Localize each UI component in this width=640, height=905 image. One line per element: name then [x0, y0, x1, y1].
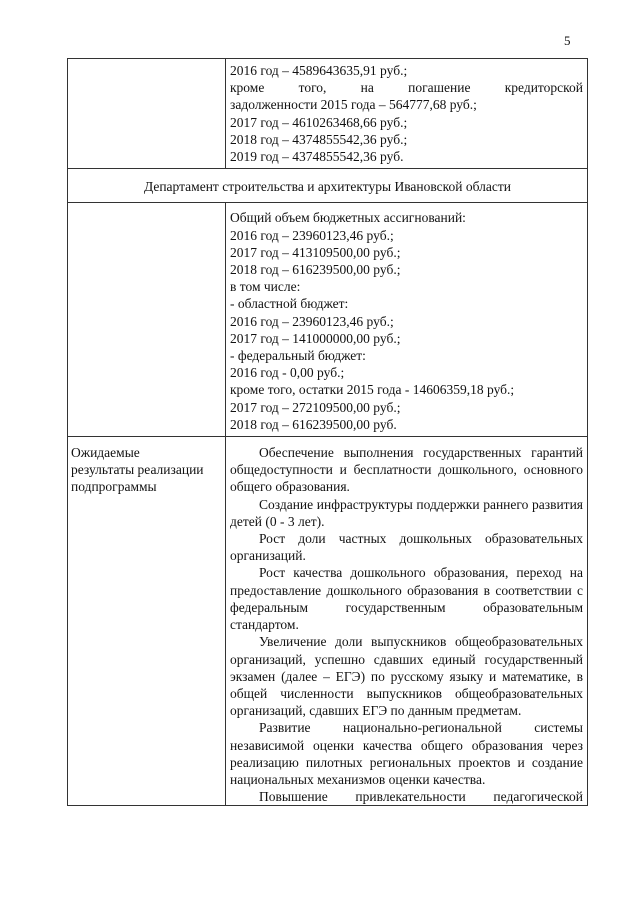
- result-paragraph: Развитие национально-региональной системы независимой оценки качества общего образования через реализацию пилотных региональных проектов и создание национальных механизмов оценки качества.: [230, 720, 583, 787]
- table-row-section-header: [68, 169, 588, 203]
- section-header: Департамент строительства и архитектуры Ивановской области: [68, 169, 588, 203]
- result-paragraph: Увеличение доли выпускников общеобразовательных организаций, успешно сдавших единый государственный экзамен (далее – ЕГЭ) по русскому языку и математике, в общей численности выпускников общеобразовательных организаций, сдавших ЕГЭ по данным предметам.: [230, 634, 583, 719]
- result-paragraph: Создание инфраструктуры поддержки раннего развития детей (0 - 3 лет).: [230, 496, 583, 529]
- result-paragraph: Обеспечение выполнения государственных гарантий общедоступности и бесплатности дошкольного, основного общего образования.: [230, 445, 583, 495]
- text-line: 2017 год – 141000000,00 руб.;: [230, 330, 401, 346]
- text-line: - областной бюджет:: [230, 296, 349, 312]
- text-line: 2018 год – 4374855542,36 руб.;: [230, 131, 408, 147]
- budget-cell: [226, 203, 588, 437]
- label-line: результаты реализации: [71, 462, 204, 478]
- continuation-cell: [226, 59, 588, 169]
- text-line: задолженности 2015 года – 564777,68 руб.;: [230, 97, 477, 113]
- text-line: 2016 год - 0,00 руб.;: [230, 365, 345, 381]
- text-line: 2018 год – 616239500,00 руб.: [230, 416, 397, 432]
- text-line: 2017 год – 413109500,00 руб.;: [230, 244, 401, 260]
- text-line: кроме того, остатки 2015 года - 14606359,18 руб.;: [230, 382, 515, 398]
- label-line: подпрограммы: [71, 479, 157, 495]
- passport-table: [67, 58, 588, 806]
- text-line: 2019 год – 4374855542,36 руб.: [230, 149, 404, 165]
- text-line: 2016 год – 4589643635,91 руб.;: [230, 63, 408, 78]
- label-line: Ожидаемые: [71, 445, 140, 461]
- text-line: 2017 год – 4610263468,66 руб.;: [230, 114, 408, 130]
- table-row-continuation: [68, 59, 588, 169]
- label-cell-empty: [68, 203, 226, 437]
- result-paragraph: Рост доли частных дошкольных образовательных организаций.: [230, 531, 583, 564]
- label-cell-empty: [68, 59, 226, 169]
- text-line: 2018 год – 616239500,00 руб.;: [230, 262, 401, 278]
- page-number: 5: [564, 33, 571, 48]
- text-line: 2017 год – 272109500,00 руб.;: [230, 399, 401, 415]
- table-row-results: [68, 437, 588, 806]
- text-line: 2016 год – 23960123,46 руб.;: [230, 313, 394, 329]
- results-label-cell: [68, 437, 226, 806]
- text-line: Общий объем бюджетных ассигнований:: [230, 210, 466, 226]
- text-line: кроме того, на погашение кредиторской: [230, 80, 583, 96]
- result-paragraph: Рост качества дошкольного образования, переход на предоставление дошкольного образования в соответствии с федеральным государственным образовательным стандартом.: [230, 565, 583, 633]
- results-cell: [226, 437, 588, 806]
- text-line: 2016 год – 23960123,46 руб.;: [230, 227, 394, 243]
- text-line: - федеральный бюджет:: [230, 348, 366, 364]
- text-line: в том числе:: [230, 279, 301, 295]
- table-row-budget: [68, 203, 588, 437]
- result-paragraph: Повышение привлекательности педагогической: [259, 789, 583, 805]
